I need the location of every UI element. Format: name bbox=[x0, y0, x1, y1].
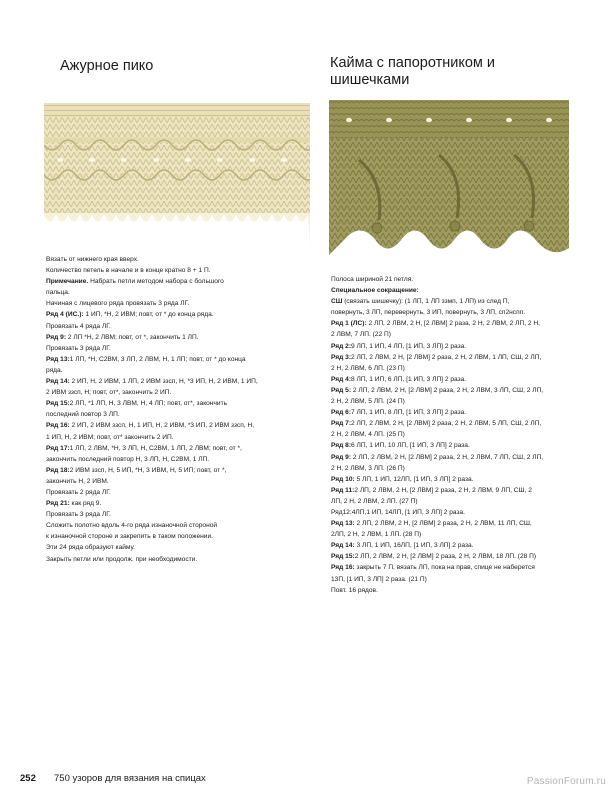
instruction-line bbox=[331, 396, 579, 407]
instruction-row-label: Ряд 13: bbox=[331, 520, 355, 528]
instruction-line bbox=[46, 498, 314, 509]
instruction-text: Провязать 2 ряда ЛГ. bbox=[46, 488, 111, 496]
instruction-text: (связать шишечку): (1 ЛП, 1 ЛП ззмп, 1 ЛП) из след П, bbox=[342, 298, 510, 306]
instruction-row-label: Ряд 9: bbox=[331, 453, 352, 461]
instruction-line bbox=[46, 265, 314, 276]
instruction-row-label: Ряд 3: bbox=[331, 353, 352, 361]
instruction-text: последний повтор 3 ЛП. bbox=[46, 411, 120, 419]
instruction-row-label: Ряд 9: bbox=[46, 333, 67, 341]
instruction-line bbox=[46, 520, 314, 531]
instruction-text: 1 ЛП, *Н, С2ВМ, 3 ЛП, 2 ЛВМ, Н, 1 ЛП; повт, от * до конца bbox=[69, 355, 246, 363]
instruction-row-label: Ряд 8: bbox=[331, 442, 352, 450]
instruction-row-label: Ряд 18: bbox=[46, 466, 70, 474]
instruction-line bbox=[331, 296, 579, 307]
instruction-row-label: Ряд 7: bbox=[331, 420, 352, 428]
instruction-line bbox=[46, 554, 314, 565]
instruction-line bbox=[46, 542, 314, 553]
instruction-text: Количество петель в начале и в конце кратно 8 + 1 П. bbox=[46, 267, 211, 275]
instruction-line bbox=[46, 343, 314, 354]
instruction-line bbox=[331, 285, 579, 296]
olive-fern-bobble-edging-photo bbox=[329, 100, 569, 260]
instruction-line bbox=[331, 485, 579, 496]
instruction-text: 5 ЛП, 1 ИП, 12ЛП, [1 ИП, 3 ЛП] 2 раза. bbox=[354, 475, 474, 483]
instruction-line bbox=[331, 574, 579, 585]
instruction-text: 2 ЛП, 2 ЛВМ, 2 Н, [2 ЛВМ] 2 раза, 2 Н, 2 ЛВМ, 3 ЛП, СШ, 2 ЛП, bbox=[351, 386, 544, 394]
instruction-line bbox=[331, 585, 579, 596]
instruction-line bbox=[46, 332, 314, 343]
instruction-line bbox=[331, 463, 579, 474]
instruction-text: Эти 24 ряда образуют кайму. bbox=[46, 544, 136, 552]
instruction-line bbox=[331, 307, 579, 318]
instruction-line bbox=[331, 518, 579, 529]
instruction-line bbox=[46, 476, 314, 487]
instruction-text: Вязать от нижнего края вверх. bbox=[46, 256, 139, 263]
instruction-text: 2 Н, 2 ЛВМ, 5 ЛП. (24 П) bbox=[331, 398, 405, 406]
instruction-line bbox=[46, 409, 314, 420]
instruction-line bbox=[331, 363, 579, 374]
instruction-row-label: Ряд 4 (ИС.): bbox=[46, 311, 84, 319]
instruction-text: 1 ИП, Н, 2 ИВМ; повт, от* закончить 2 ИП. bbox=[46, 433, 174, 441]
instruction-text: 2 ИВМ ззсп, Н, 5 ИП, *Н, 3 ИВМ, Н, 5 ИП; повт, от *, bbox=[69, 466, 227, 474]
instruction-line bbox=[46, 509, 314, 520]
instruction-text: 2 ЛП, 2 ЛВМ, 2 Н, [2 ЛВМ] 2 раза, 2 Н, 2 ЛВМ, 11 ЛП, СШ, bbox=[354, 520, 532, 528]
instruction-line bbox=[331, 474, 579, 485]
instruction-line bbox=[331, 540, 579, 551]
olive-knit-swatch-image bbox=[329, 100, 569, 260]
instruction-text: Провязать 3 ряда ЛГ. bbox=[46, 344, 111, 352]
instruction-text: 2 ЛП, 2 ЛВМ, 2 Н, [2 ЛВМ] 2 раза, 2 Н, 2 ЛВМ, 9 ЛП, СШ, 2 bbox=[354, 486, 532, 494]
instruction-line bbox=[331, 562, 579, 573]
instruction-row-label: Ряд 21: bbox=[46, 500, 70, 508]
instruction-text: 2 ЛВМ, 7 ЛП. (22 П) bbox=[331, 331, 391, 339]
instruction-line bbox=[46, 298, 314, 309]
instruction-text: к изнаночной стороне и закрепить в таком положении. bbox=[46, 533, 213, 541]
instruction-line bbox=[46, 454, 314, 465]
instruction-line bbox=[46, 365, 314, 376]
instruction-text: ряда. bbox=[46, 366, 63, 374]
instruction-row-label: Ряд 4: bbox=[331, 375, 352, 383]
instruction-row-label: Примечание. bbox=[46, 278, 89, 286]
instruction-line bbox=[46, 254, 314, 265]
instruction-line bbox=[331, 352, 579, 363]
instruction-line bbox=[46, 420, 314, 431]
instruction-line bbox=[46, 287, 314, 298]
instruction-text: 13П, [1 ИП, 3 ЛП] 2 раза. (21 П) bbox=[331, 575, 427, 583]
instruction-text: как ряд 9. bbox=[69, 500, 102, 508]
instruction-line bbox=[46, 276, 314, 287]
instruction-row-label: Ряд 15: bbox=[331, 553, 355, 561]
instruction-text: Начиная с лицевого ряда провязать 3 ряда ЛГ. bbox=[46, 300, 190, 308]
instruction-text: 2 ИП, Н, 2 ИВМ, 1 ЛП, 2 ИВМ ззсп, Н, *3 ИП, Н, 2 ИВМ, 1 ИП, bbox=[69, 378, 258, 386]
instruction-line bbox=[331, 385, 579, 396]
instruction-row-label: Ряд 13: bbox=[46, 355, 70, 363]
instruction-text: 2 ЛП, 2 ЛВМ, 2 Н, [2 ЛВМ] 2 раза, 2 Н, 2 ЛВМ, 5 ЛП, СШ, 2 ЛП, bbox=[351, 420, 542, 428]
instruction-line bbox=[46, 531, 314, 542]
instruction-row-label: Ряд 16: bbox=[46, 422, 70, 430]
left-pattern-title: Ажурное пико bbox=[60, 58, 154, 74]
right-pattern-instructions bbox=[331, 274, 579, 596]
instruction-row-label: Ряд 1 (ЛС): bbox=[331, 320, 367, 328]
book-title: 750 узоров для вязания на спицах bbox=[54, 773, 206, 784]
instruction-text: 2ЛП, 2 Н, 2 ЛВМ, 1 ЛП. (28 П) bbox=[331, 531, 422, 539]
instruction-text: закончить последний повтор Н, 3 ЛП, Н, С2ВМ, 1 ЛП. bbox=[46, 455, 210, 463]
instruction-line bbox=[46, 487, 314, 498]
instruction-line bbox=[331, 496, 579, 507]
instruction-text: Полоса шириной 21 петля. bbox=[331, 276, 414, 283]
site-watermark: PassionForum.ru bbox=[526, 776, 606, 787]
instruction-line bbox=[331, 429, 579, 440]
instruction-row-label: Ряд 14: bbox=[46, 378, 70, 386]
instruction-text: 2 ЛП *Н, 2 ЛВМ; повт, от *, закончить 1 ЛП. bbox=[66, 333, 199, 341]
left-pattern-instructions bbox=[46, 254, 314, 565]
instruction-text: 6 ЛП, 1 ИП, 10 ЛП, [1 ИП, 3 ЛП] 2 раза. bbox=[351, 442, 470, 450]
instruction-text: Ряд12:4ЛП,1 ИП, 14ЛП, [1 ИП, 3 ЛП] 2 раза. bbox=[331, 508, 466, 516]
instruction-line bbox=[331, 318, 579, 329]
instruction-row-label: Ряд 16: bbox=[331, 564, 355, 572]
instruction-text: 8 ЛП, 1 ИП, 6 ЛП, [1 ИП, 3 ЛП] 2 раза. bbox=[351, 375, 467, 383]
instruction-line bbox=[46, 321, 314, 332]
instruction-text: ЛП, 2 Н, 2 ЛВМ, 2 ЛП. (27 П) bbox=[331, 497, 418, 505]
instruction-text: 2 ЛП, 2 ЛВМ, 2 Н, [2 ЛВМ] 2 раза, 2 Н, 2 ЛВМ, 18 ЛП. (28 П) bbox=[354, 553, 537, 561]
instruction-text: 2 Н, 2 ЛВМ, 6 ЛП. (23 П) bbox=[331, 364, 405, 372]
instruction-line bbox=[46, 398, 314, 409]
instruction-text: Повт. 16 рядов. bbox=[331, 586, 378, 594]
instruction-text: 2 ЛП, 2 ЛВМ, 2 Н, [2 ЛВМ] 2 раза, 2 Н, 2 ЛВМ, 7 ЛП, СШ, 2 ЛП, bbox=[351, 453, 544, 461]
instruction-text: 2 ЛП, 2 ЛВМ, 2 Н, [2 ЛВМ] 2 раза, 2 Н, 2 ЛВМ, 2 ЛП, 2 Н, bbox=[366, 320, 540, 328]
instruction-text: 2 Н, 2 ЛВМ, 3 ЛП. (26 П) bbox=[331, 464, 405, 472]
instruction-line bbox=[46, 465, 314, 476]
instruction-text: 1 ИП, *Н, 2 ИВМ; повт, от * до конца ряда. bbox=[83, 311, 214, 319]
instruction-text: повернуть, 3 ЛП, перевернуть, 3 ИП, повернуть, 3 ЛП, сп2нспп. bbox=[331, 309, 526, 317]
instruction-text: Закрыть петли или продолж. при необходимости. bbox=[46, 555, 198, 563]
instruction-text: пальца. bbox=[46, 289, 70, 297]
instruction-text: Провязать 3 ряда ЛГ. bbox=[46, 511, 111, 519]
instruction-row-label: Ряд 17: bbox=[46, 444, 70, 452]
instruction-line bbox=[331, 374, 579, 385]
instruction-line bbox=[331, 551, 579, 562]
instruction-row-label: Ряд 14: bbox=[331, 542, 355, 550]
instruction-text: 2 ИП, 2 ИВМ ззсп, Н, 1 ИП, Н, 2 ИВМ, *3 ИП, 2 ИВМ ззсп, Н, bbox=[69, 422, 255, 430]
instruction-text: 3 ЛП, 1 ИП, 16ЛП, [1 ИП, 3 ЛП] 2 раза. bbox=[354, 542, 474, 550]
instruction-row-label: Ряд 11: bbox=[331, 486, 355, 494]
instruction-text: Набрать петли методом набора с большого bbox=[88, 278, 224, 286]
instruction-line bbox=[331, 407, 579, 418]
instruction-text: Провязать 4 ряда ЛГ. bbox=[46, 322, 111, 330]
instruction-text: 9 ЛП, 1 ИП, 4 ЛП, [1 ИП, 3 ЛП] 2 раза. bbox=[351, 342, 467, 350]
cream-knit-swatch-image bbox=[44, 103, 310, 248]
instruction-line bbox=[46, 376, 314, 387]
instruction-row-label: Специальное сокращение: bbox=[331, 287, 419, 295]
instruction-text: 1 ЛП, 2 ЛВМ, *Н, 3 ЛП, Н, С2ВМ, 1 ЛП, 2 ЛВМ; повт, от *, bbox=[69, 444, 242, 452]
instruction-row-label: Ряд 15: bbox=[46, 400, 70, 408]
instruction-line bbox=[331, 274, 579, 285]
instruction-text: закончить Н, 2 ИВМ. bbox=[46, 477, 109, 485]
instruction-text: Сложить полотно вдоль 4-го ряда изнаночной стороной bbox=[46, 522, 218, 530]
instruction-row-label: СШ bbox=[331, 298, 343, 306]
instruction-text: 2 Н, 2 ЛВМ, 4 ЛП. (25 П) bbox=[331, 431, 405, 439]
instruction-line bbox=[46, 443, 314, 454]
instruction-line bbox=[331, 529, 579, 540]
instruction-line bbox=[46, 354, 314, 365]
instruction-text: 2 ИВМ ззсп, Н; повт, от*, закончить 2 ИП. bbox=[46, 389, 172, 397]
instruction-text: закрыть 7 П, вязать ЛП, пока на прав, спице не наберется bbox=[354, 564, 535, 572]
instruction-text: 7 ЛП, 1 ИП, 8 ЛП, [1 ИП, 3 ЛП] 2 раза. bbox=[351, 409, 467, 417]
instruction-line bbox=[331, 341, 579, 352]
instruction-line bbox=[46, 432, 314, 443]
instruction-line bbox=[331, 418, 579, 429]
instruction-line bbox=[331, 507, 579, 518]
instruction-line bbox=[331, 452, 579, 463]
instruction-text: 2 ЛП, *1 ЛП, Н, 3 ЛВМ, Н, 4 ЛП; повт, от*, закончить bbox=[69, 400, 228, 408]
instruction-row-label: Ряд 10: bbox=[331, 475, 355, 483]
instruction-line bbox=[331, 440, 579, 451]
instruction-line bbox=[46, 309, 314, 320]
instruction-row-label: Ряд 2: bbox=[331, 342, 352, 350]
page-number: 252 bbox=[20, 773, 36, 784]
instruction-row-label: Ряд 5: bbox=[331, 386, 352, 394]
instruction-line bbox=[331, 329, 579, 340]
cream-picot-lace-photo bbox=[44, 103, 310, 248]
instruction-line bbox=[46, 387, 314, 398]
right-pattern-title: Кайма с папоротником и шишечками bbox=[330, 55, 496, 88]
instruction-text: 2 ЛП, 2 ЛВМ, 2 Н, [2 ЛВМ] 2 раза, 2 Н, 2 ЛВМ, 1 ЛП, СШ, 2 ЛП, bbox=[351, 353, 542, 361]
instruction-row-label: Ряд 6: bbox=[331, 409, 352, 417]
